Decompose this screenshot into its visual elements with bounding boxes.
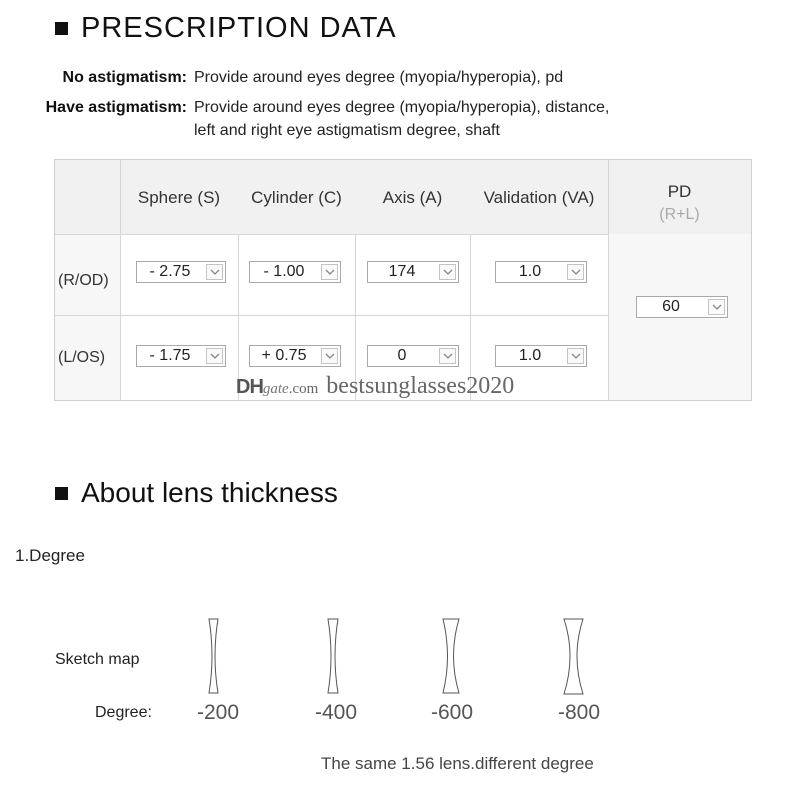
chevron-down-icon[interactable] xyxy=(439,348,456,364)
watermark-dh: DH xyxy=(236,376,263,398)
square-bullet-icon xyxy=(55,487,68,500)
concave-lens-icon xyxy=(562,618,586,696)
degree-value: -400 xyxy=(314,701,358,724)
lens-section-title xyxy=(55,477,338,509)
grid-line xyxy=(55,315,608,316)
degree-subtitle: 1.Degree xyxy=(15,546,85,565)
header-pd: PD xyxy=(667,182,692,201)
chevron-down-icon[interactable] xyxy=(321,348,338,364)
chevron-down-icon[interactable] xyxy=(206,348,223,364)
header-pd-sub: (R+L) xyxy=(659,206,700,223)
prescription-section-title xyxy=(55,12,397,45)
chevron-down-icon[interactable] xyxy=(708,299,725,315)
prescription-title-text: PRESCRIPTION DATA xyxy=(81,12,397,44)
chevron-down-icon[interactable] xyxy=(567,264,584,280)
header-validation: Validation (VA) xyxy=(483,188,595,207)
row-label-column-background xyxy=(55,234,120,400)
have-astigmatism-text xyxy=(194,96,609,142)
square-bullet-icon xyxy=(55,22,68,35)
store-watermark xyxy=(236,373,514,400)
header-axis: Axis (A) xyxy=(382,188,443,207)
degree-value: -600 xyxy=(430,701,474,724)
lens-title-text: About lens thickness xyxy=(81,477,338,508)
concave-lens-icon xyxy=(323,618,345,694)
grid-line xyxy=(55,234,608,235)
concave-lens-icon xyxy=(205,618,225,694)
no-astigmatism-label: No astigmatism: xyxy=(62,69,187,86)
chevron-down-icon[interactable] xyxy=(439,264,456,280)
watermark-store: bestsunglasses2020 xyxy=(326,373,515,399)
no-astigmatism-text xyxy=(194,66,563,89)
have-astigmatism-line-2: left and right eye astigmatism degree, shaft xyxy=(194,122,500,139)
header-cylinder: Cylinder (C) xyxy=(251,188,342,207)
have-astigmatism-label: Have astigmatism: xyxy=(45,99,187,116)
have-astigmatism-line-1: Provide around eyes degree (myopia/hyperopia), distance, xyxy=(194,99,610,116)
right-validation-select[interactable] xyxy=(495,261,587,283)
select-value: - 2.75 xyxy=(149,263,191,280)
select-value: - 1.00 xyxy=(263,263,305,280)
left-sphere-select[interactable] xyxy=(136,345,226,367)
left-axis-select[interactable] xyxy=(367,345,459,367)
degree-label: Degree: xyxy=(95,704,152,721)
chevron-down-icon[interactable] xyxy=(567,348,584,364)
left-cylinder-select[interactable] xyxy=(249,345,341,367)
no-astigmatism-line-1: Provide around eyes degree (myopia/hyperopia), pd xyxy=(194,69,564,86)
select-value: - 1.75 xyxy=(149,347,191,364)
concave-lens-icon xyxy=(440,618,462,694)
sketch-map-label: Sketch map xyxy=(55,651,140,668)
left-validation-select[interactable] xyxy=(495,345,587,367)
row-label-right-eye: (R/OD) xyxy=(58,272,109,289)
select-value: 1.0 xyxy=(518,263,542,280)
select-value: 60 xyxy=(662,298,680,315)
header-sphere: Sphere (S) xyxy=(137,188,221,207)
degree-value: -800 xyxy=(557,701,601,724)
watermark-com: .com xyxy=(288,381,319,397)
select-value: 0 xyxy=(397,347,407,364)
right-cylinder-select[interactable] xyxy=(249,261,341,283)
pd-select[interactable] xyxy=(636,296,728,318)
prescription-table xyxy=(54,159,752,401)
row-label-left-eye: (L/OS) xyxy=(58,349,106,366)
watermark-gate: gate xyxy=(262,381,289,397)
right-sphere-select[interactable] xyxy=(136,261,226,283)
select-value: 1.0 xyxy=(518,347,542,364)
chevron-down-icon[interactable] xyxy=(206,264,223,280)
select-value: + 0.75 xyxy=(261,347,307,364)
degree-value: -200 xyxy=(196,701,240,724)
chevron-down-icon[interactable] xyxy=(321,264,338,280)
right-axis-select[interactable] xyxy=(367,261,459,283)
select-value: 174 xyxy=(388,263,416,280)
lens-caption: The same 1.56 lens.different degree xyxy=(321,754,594,773)
